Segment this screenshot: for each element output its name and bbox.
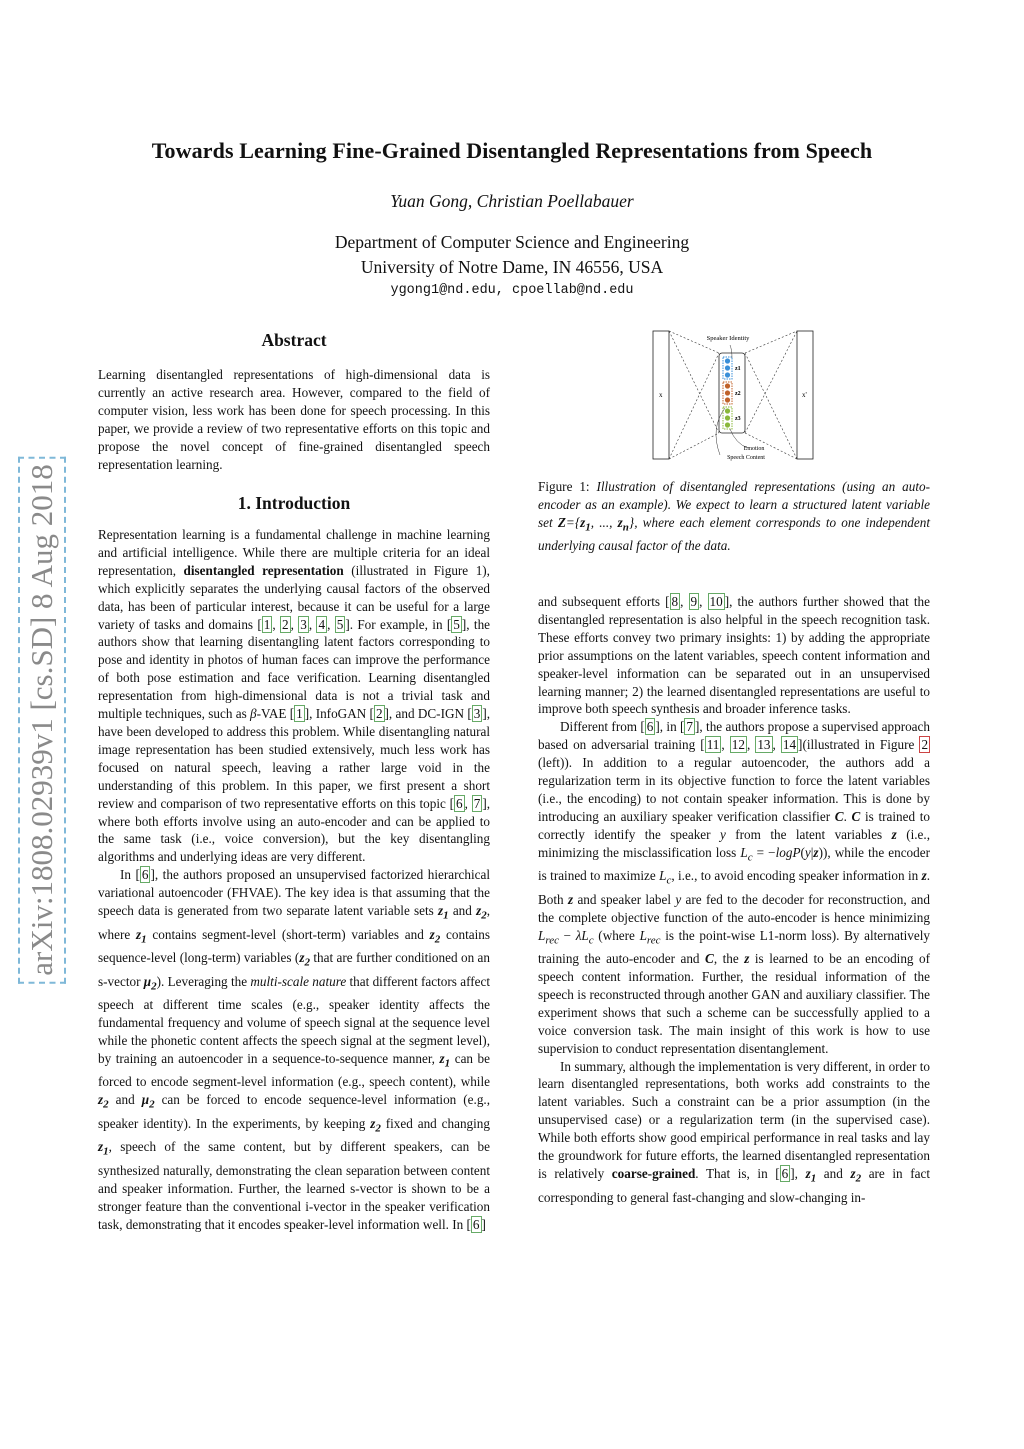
right-column-body [538,593,930,1206]
label-x-prime: x' [802,391,807,399]
label-x: x [659,391,663,399]
label-speaker-identity: Speaker Identity [706,335,750,342]
intro-paragraph-5: In summary, although the implementation is very different, in order to learn disentangled representations, both works add constraints to the latent variables. Such a constraint can be a prior assumption (in the unsupervised case) or a regularization term (in the supervised case). While both efforts show good empirical performance in real tasks and lay the groundwork for future efforts, the learned disentangled representation is relatively coarse-grained. That is, in [ 6 ], $z_1$ and $z_2$ are in fact corresponding to general fast-changing and slow-changing in- [538,1058,931,1205]
affiliation-department: Department of Computer Science and Engineering [334,232,690,252]
figure-1-autoencoder-diagram [650,328,820,464]
figure-caption-text-b: , where each element corresponds to one independent underlying causal factor of the data. [538,514,930,554]
left-column-body [98,526,490,1234]
figure-1-caption: Figure 1: Illustration of disentangled representations (using an auto-encoder as an example). We expect to learn a structured latent variable set $Z=\{z_1$, ..., $z_n$}, where each element corresponds to one independent underlying causal factor of the data. [538,479,930,554]
abstract-body [98,366,490,473]
figure-caption-prefix: Figure 1: [538,479,597,494]
arxiv-identifier: arXiv:1808.02939v1 [cs.SD] 8 Aug 2018 [18,456,66,983]
author-emails: ygong1@nd.edu, cpoellab@nd.edu [390,283,634,298]
paper-authors: Yuan Gong, Christian Poellabauer [390,191,634,211]
label-z1: z1 [735,366,741,372]
figure-caption-text-a: Illustration of disentangled representations (using an auto-encoder as an example). We expect to learn a structured latent variable set [538,479,930,530]
paper-title: Towards Learning Fine-Grained Disentangled Representations from Speech [151,138,873,163]
intro-paragraph-2: In [ 6 ], the authors proposed an unsupervised factorized hierarchical variational autoencoder (FHVAE). The key idea is that assuming that the speech data is generated from two separate latent variable sets $z_1$ and $z_2$, where $z_1$ contains segment-level (short-term) variables and $z_2$ contains sequence-level (long-term) variables ($z_2$ that are further conditioned on an s-vector $\mu_2$). Leveraging the multi-scale nature that different factors affect speech at different time scales (e.g., speaker identity affects the fundamental frequency and volume of speech signal at the sequence level while the phonetic content affects the speech signal at the segment level), by training an autoencoder in a sequence-to-sequence manner, $z_1$ can be forced to encode segment-level information (e.g., speech content), while $z_2$ and $\mu_2$ can be forced to encode sequence-level information (e.g., speaker identity). In the experiments, by keeping $z_2$ fixed and changing $z_1$, speech of the same content, but by different speakers, can be synthesized naturally, demonstrating the clean separation between content and speaker information. Further, the learned s-vector is shown to be a stronger feature than the conventional i-vector in the speaker verification task, demonstrating that it encodes speaker-level information well. In [ 6 ] [98,867,491,1232]
abstract-heading: Abstract [261,330,327,350]
intro-paragraph-1: Representation learning is a fundamental challenge in machine learning and artificial intelligence. While there are multiple criteria for an ideal representation, disentangled representation (illustrated in Figure 1), which explicitly separates the underlying causal factors of the observed data, has been of particular interest, because it can be useful for a large variety of tasks and domains [ 1 , 2 , 3 , 4 , 5 ]. For example, in [ 5 ], the authors show that learning disentangling latent factors corresponding to pose and identity in photos of human faces can improve the performance of both pose estimation and face verification. Learning disentangled representation from high-dimensional data is not a trivial task and multiple techniques, such as β-VAE [ 1 ], InfoGAN [ 2 ], and DC-IGN [ 3 ], have been developed to address this problem. While disentangling natural image representation has been studied extensively, much less work has focused on natural speech, leaving a rather large void in the understanding of this problem. In this paper, we first present a short review and comparison of two representative efforts on this topic [ 6 , 7 ], where both efforts involve using an auto-encoder and can be applied to the same task (i.e., voice conversion), but the key disentangling algorithms and underlying ideas are very different. [98,527,491,865]
intro-paragraph-3: and subsequent efforts [ 8 , 9 , 10 ], the authors further showed that the disentangled representation is also helpful in the speech recognition task. These efforts convey two primary insights: 1) by adding the appropriate prior assumptions on the latent variables, speech content information and speaker-level information can be separated out in an unsupervised learning manner; 2) the learned disentangled representations are useful to improve both speech synthesis and broader inference tasks. [538,594,931,717]
introduction-heading: 1. Introduction [237,493,351,513]
affiliation-university: University of Notre Dame, IN 46556, USA [360,257,664,277]
intro-paragraph-4: Different from [ 6 ], in [ 7 ], the authors propose a supervised approach based on adversarial training [ 11 , 12 , 13 , 14 ](illustrated in Figure 2 (left)). In addition to a regular autoencoder, the authors add a regularization term in its objective function to force the latent variables (i.e., the encoding) to not contain speaker information. This is done by introducing an auxiliary speaker verification classifier C. C is trained to correctly identify the speaker y from the latent variables z (i.e., minimizing the misclassification loss $L_c = -\log P(y|z)$), while the encoder is trained to maximize $L_c$, i.e., to avoid encoding speaker information in z. Both z and speaker label y are fed to the decoder for reconstruction, and the complete objective function of the auto-encoder is hence minimizing $L_{rec} - \lambda L_c$ (where $L_{rec}$ is the point-wise L1-norm loss). By alternatively training the auto-encoder and C, the z is learned to be an encoding of speech content information. Further, the residual information of the speech is reconstructed through another GAN and auxiliary classifier. The experiment shows that such a scheme can be successfully applied to a voice conversion task. The main insight of this work is how to use supervision to conduct representation disentanglement. [538,719,931,1056]
label-z3: z3 [735,416,741,422]
z2-group [723,382,741,404]
label-z2: z2 [735,391,741,397]
abstract-text: Learning disentangled representations of high-dimensional data is currently an active research area. However, compared to the field of computer vision, less work has been done for speech processing. In this paper, we provide a review of two representative efforts on this topic and propose the novel concept of fine-grained disentangled speech representation learning. [98,367,490,472]
label-emotion: Emotion [743,446,765,452]
z1-group [723,357,741,379]
label-speech-content: Speech Content [727,455,765,461]
arxiv-sidebar [14,420,70,1020]
z3-group [723,407,741,429]
